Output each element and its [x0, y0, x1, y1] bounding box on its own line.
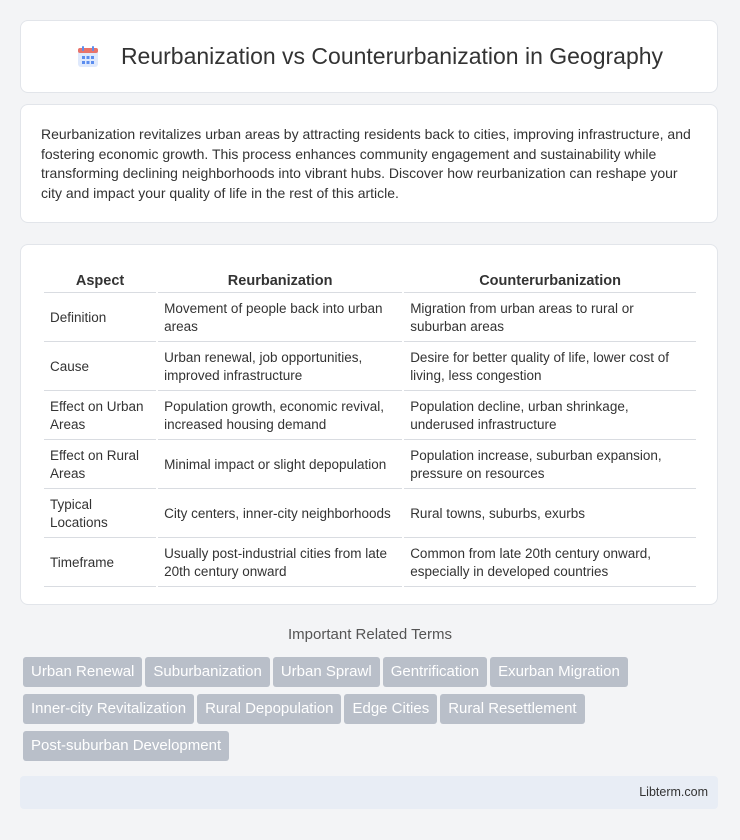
footer-site-link[interactable]: Libterm.com — [639, 785, 708, 799]
table-row — [44, 491, 696, 538]
table-row — [44, 442, 696, 489]
table-header-row — [44, 267, 696, 293]
table-cell: Population growth, economic revival, increased housing demand — [158, 393, 402, 440]
calendar-grid-icon — [75, 44, 101, 70]
header-card — [20, 20, 718, 93]
intro-text: Reurbanization revitalizes urban areas by attracting residents back to cities, improving infrastructure, and fostering economic growth. This process enhances community engagement and sustainability while transforming declining neighborhoods into vibrant hubs. Discover how reurbanization can reshape your city and impact your quality of life in the rest of this article. — [41, 126, 691, 201]
related-terms-list — [23, 657, 713, 768]
tag-gentrification[interactable]: Gentrification — [383, 657, 487, 687]
table-row — [44, 393, 696, 440]
table-cell-aspect: Effect on Rural Areas — [44, 442, 156, 489]
related-terms-title: Important Related Terms — [288, 626, 452, 643]
table-cell: Urban renewal, job opportunities, improved infrastructure — [158, 344, 402, 391]
footer — [20, 776, 718, 809]
table-cell-aspect: Timeframe — [44, 540, 156, 587]
tag-urban-sprawl[interactable]: Urban Sprawl — [273, 657, 380, 687]
header-aspect: Aspect — [44, 267, 156, 293]
tag-edge-cities[interactable]: Edge Cities — [344, 694, 437, 724]
tag-urban-renewal[interactable]: Urban Renewal — [23, 657, 142, 687]
table-row — [44, 295, 696, 342]
table-cell: Minimal impact or slight depopulation — [158, 442, 402, 489]
table-cell: City centers, inner-city neighborhoods — [158, 491, 402, 538]
tag-suburbanization[interactable]: Suburbanization — [145, 657, 269, 687]
table-row — [44, 540, 696, 587]
table-cell: Usually post-industrial cities from late 20th century onward — [158, 540, 402, 587]
table-cell: Rural towns, suburbs, exurbs — [404, 491, 696, 538]
tag-exurban-migration[interactable]: Exurban Migration — [490, 657, 628, 687]
tag-post-suburban-development[interactable]: Post-suburban Development — [23, 731, 229, 761]
table-cell: Population decline, urban shrinkage, underused infrastructure — [404, 393, 696, 440]
table-cell: Common from late 20th century onward, especially in developed countries — [404, 540, 696, 587]
table-cell-aspect: Cause — [44, 344, 156, 391]
tag-inner-city-revitalization[interactable]: Inner-city Revitalization — [23, 694, 194, 724]
table-cell: Population increase, suburban expansion, pressure on resources — [404, 442, 696, 489]
table-cell-aspect: Effect on Urban Areas — [44, 393, 156, 440]
table-cell: Movement of people back into urban areas — [158, 295, 402, 342]
table-cell: Migration from urban areas to rural or suburban areas — [404, 295, 696, 342]
page-title: Reurbanization vs Counterurbanization in Geography — [120, 43, 664, 69]
header-reurbanization: Reurbanization — [158, 267, 402, 293]
table-cell: Desire for better quality of life, lower cost of living, less congestion — [404, 344, 696, 391]
table-row — [44, 344, 696, 391]
tag-rural-depopulation[interactable]: Rural Depopulation — [197, 694, 341, 724]
table-cell-aspect: Definition — [44, 295, 156, 342]
intro-card — [20, 104, 718, 223]
comparison-card — [20, 244, 718, 605]
table-cell-aspect: Typical Locations — [44, 491, 156, 538]
header-counterurbanization: Counterurbanization — [404, 267, 696, 293]
tag-rural-resettlement[interactable]: Rural Resettlement — [440, 694, 584, 724]
comparison-table — [42, 265, 698, 589]
